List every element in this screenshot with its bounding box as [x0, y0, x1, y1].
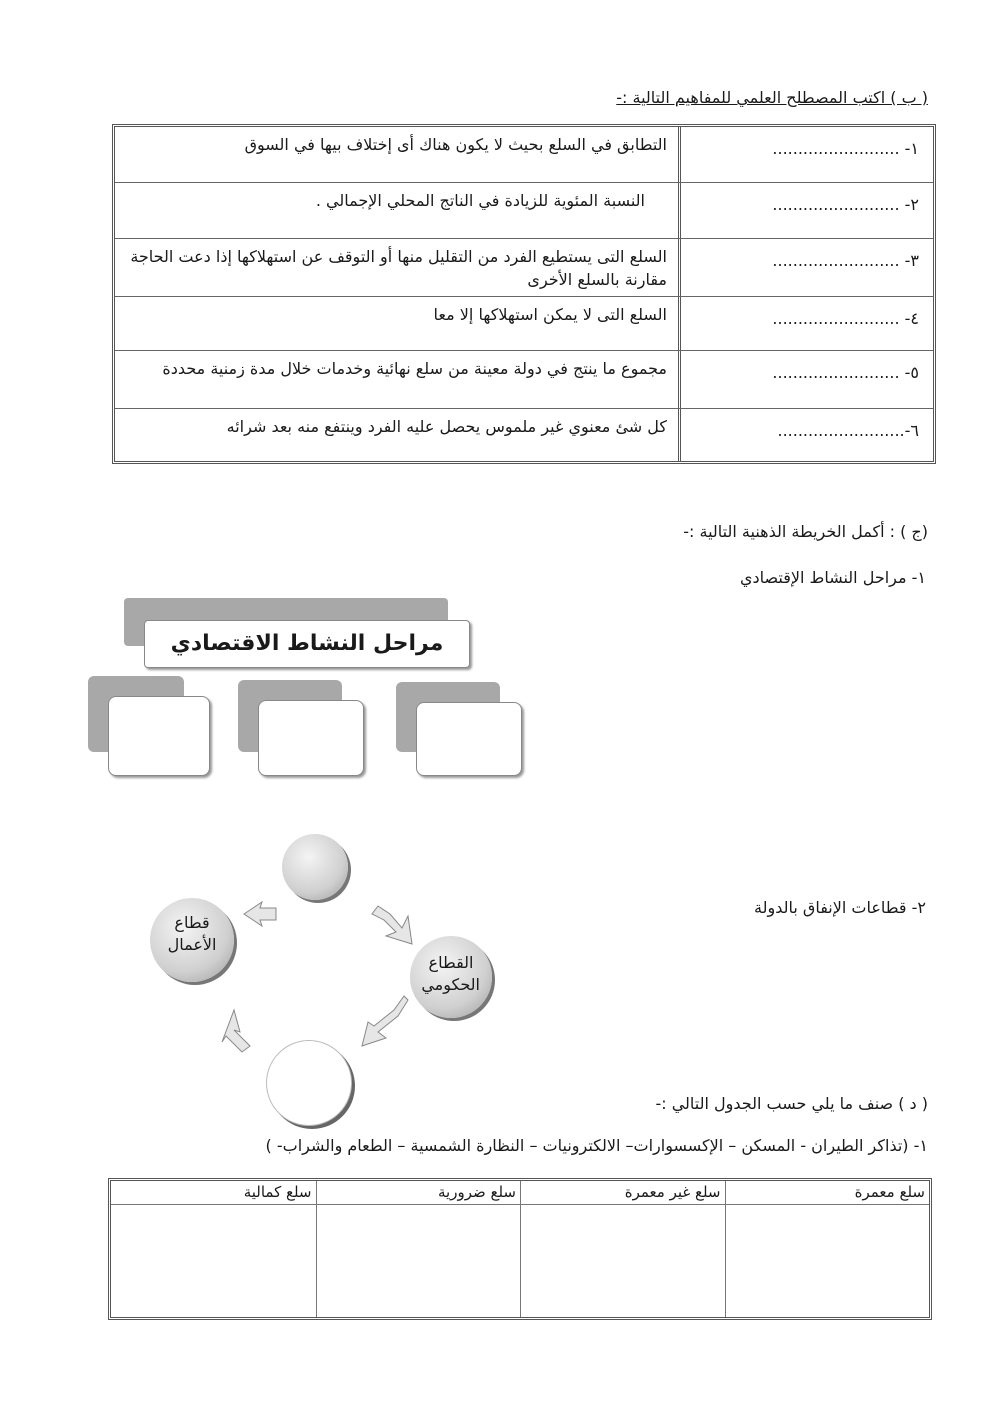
terms-table — [112, 124, 936, 464]
answer-cell[interactable]: ٢- ......................... — [678, 183, 933, 238]
table-row — [115, 183, 933, 239]
classify-table — [108, 1178, 932, 1320]
arrow-right-to-bottom-icon — [362, 996, 408, 1046]
column-header: سلع غير معمرة — [520, 1181, 725, 1205]
answer-cell[interactable]: ٣- ......................... — [678, 239, 933, 296]
mind-map-1-label: ١- مراحل النشاط الإقتصادي — [739, 568, 926, 587]
definition-cell: كل شئ معنوي غير ملموس يحصل عليه الفرد وينتفع منه بعد شرائه — [226, 417, 667, 436]
definition-cell: السلع التى لا يمكن استهلاكها إلا معا — [433, 305, 667, 324]
table-row — [115, 297, 933, 351]
cycle-business-label: قطاع الأعمال — [167, 913, 217, 954]
answer-cell[interactable] — [111, 1205, 316, 1317]
definition-cell: السلع التى يستطيع الفرد من التقليل منها أو التوقف عن استهلاكها إذا دعت الحاجة مقارنة بالسلع الأخرى — [130, 247, 667, 289]
table-row — [115, 409, 933, 461]
mind-map-2-label: ٢- قطاعات الإنفاق بالدولة — [754, 898, 926, 917]
definition-cell: النسبة المئوية للزيادة في الناتج المحلي الإجمالي . — [315, 191, 645, 210]
map-title: مراحل النشاط الاقتصادي — [144, 620, 470, 668]
section-d-heading: ( د ) صنف ما يلي حسب الجدول التالي :- — [655, 1094, 928, 1113]
cycle-government-label: القطاع الحكومي — [421, 953, 480, 994]
answer-cell[interactable]: ١- ......................... — [678, 127, 933, 182]
stage-box-2[interactable] — [258, 700, 364, 776]
arrow-left-to-top-icon — [244, 902, 276, 926]
definition-cell: مجموع ما ينتج في دولة معينة من سلع نهائية وخدمات خلال مدة زمنية محددة — [162, 359, 667, 378]
answer-cell[interactable]: ٦-......................... — [678, 409, 933, 461]
column-header: سلع ضرورية — [316, 1181, 521, 1205]
table-row — [115, 127, 933, 183]
table-row — [115, 351, 933, 409]
section-b-heading: ( ب ) اكتب المصطلح العلمي للمفاهيم التالية :- — [616, 88, 928, 107]
answer-cell[interactable] — [520, 1205, 725, 1317]
stage-box-1[interactable] — [108, 696, 210, 776]
arrow-top-to-right-icon — [372, 906, 412, 944]
classify-items-line: ١- (تذاكر الطيران - المسكن – الإكسسوارات– الالكترونيات – النظارة الشمسية – الطعام والشراب- ) — [265, 1136, 928, 1155]
column-header: سلع معمرة — [725, 1181, 930, 1205]
definition-cell: التطابق في السلع بحيث لا يكون هناك أى إختلاف بيها في السوق — [244, 135, 667, 154]
section-c-heading: (ج ) : أكمل الخريطة الذهنية التالية :- — [683, 522, 928, 541]
answer-cell[interactable] — [316, 1205, 521, 1317]
arrow-bottom-to-left-icon — [222, 1010, 250, 1052]
stage-box-3[interactable] — [416, 702, 522, 776]
answer-cell[interactable] — [725, 1205, 930, 1317]
cycle-arrows — [150, 820, 510, 1140]
table-row — [115, 239, 933, 297]
column-header: سلع كمالية — [111, 1181, 316, 1205]
answer-cell[interactable]: ٥- ......................... — [678, 351, 933, 408]
answer-cell[interactable]: ٤- ......................... — [678, 297, 933, 350]
